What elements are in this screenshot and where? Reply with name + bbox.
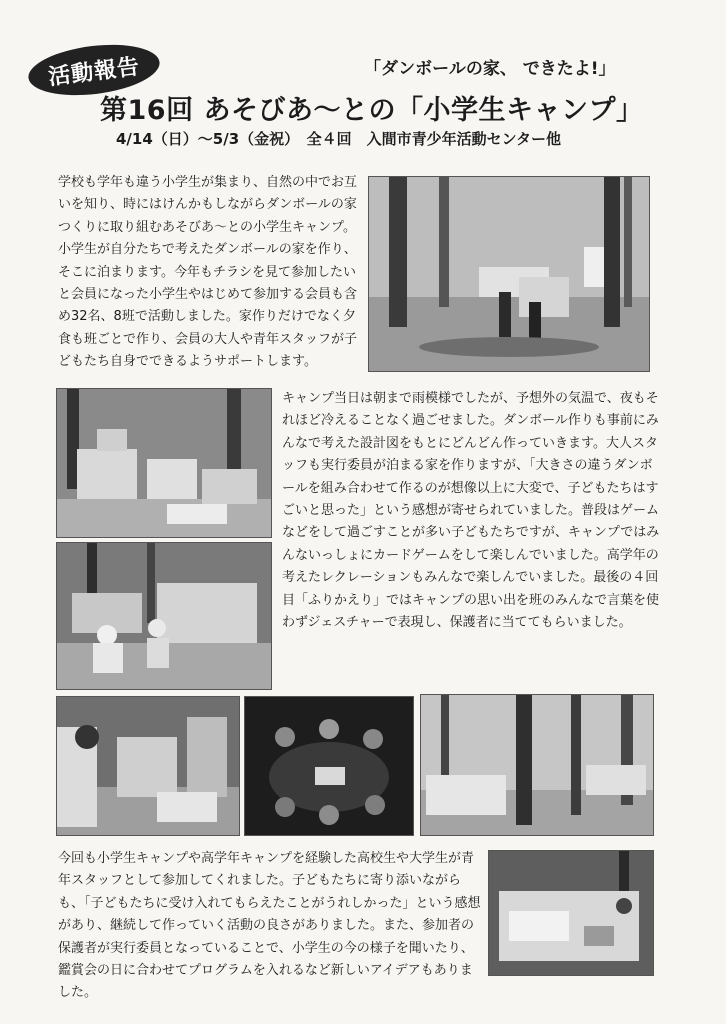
photo-children-boxes (56, 696, 240, 836)
photo-forest-carrying-boxes (368, 176, 650, 372)
intro-paragraph: 学校も学年も違う小学生が集まり、自然の中でお互いを知り、時にはけんかもしながらダンボールの家つくりに取り組むあそびあ～との小学生キャンプ。小学生が自分たちで考えたダンボールの家を作り、そこに泊まります。今年もチラシを見て参加したいと会員になった小学生やはじめて参加する会員も含め32名、8班で活動しました。家作りだけでなく夕食も班ごとで作り、会員の大人や青年スタッフが子どもたち自身でできるようサポートします。 (58, 175, 358, 370)
event-info: 4/14（日）～5/3（金祝） 全４回 入間市青少年活動センター他 (116, 130, 562, 148)
staff-paragraph: 今回も小学生キャンプや高学年キャンプを経験した高校生や大学生が青年スタッフとして参加してくれました。子どもたちに寄り添いながらも、「子どもたちに受け入れてもらえたことがうれしかった」という感想があり、継続して作っていく活動の良さがありました。また、参加者の保護者が実行委員となっていることで、小学生の今の様子を聞いたり、鑑賞会の日に合わせてプログラムを入れるなど新しいアイデアもありました。 (58, 851, 481, 1001)
activity-report-badge: 活動報告 (26, 38, 163, 102)
photo-night-card-game (244, 696, 414, 836)
photo-decorated-house (488, 850, 654, 976)
photo-kids-building (56, 542, 272, 690)
page-title: 第16回 あそびあ～との「小学生キャンプ」 (100, 95, 644, 126)
photo-forest-cardboard-house (420, 694, 654, 836)
photo-box-walls (56, 388, 272, 538)
subtitle: 「ダンボールの家、 できたよ!」 (364, 59, 616, 79)
camp-day-paragraph: キャンプ当日は朝まで雨模様でしたが、予想外の気温で、夜もそれほど冷えることなく過ごせました。ダンボール作りも事前にみんなで考えた設計図をもとにどんどん作っていきます。大人スタッフも実行委員が泊まる家を作りますが、「大きさの違うダンボールを組み合わせて作るのが想像以上に大変で、子どもたちはすごいと思った」という感想が寄せられていました。普段はゲームなどをして過ごすことが多い子どもたちですが、キャンプではみんないっしょにカードゲームをして楽しんでいました。高学年の考えたレクレーションもみんなで楽しんでいました。最後の４回目「ふりかえり」ではキャンプの思い出を班のみんなで言葉を使わずジェスチャーで表現し、保護者に当ててもらいました。 (282, 391, 660, 631)
